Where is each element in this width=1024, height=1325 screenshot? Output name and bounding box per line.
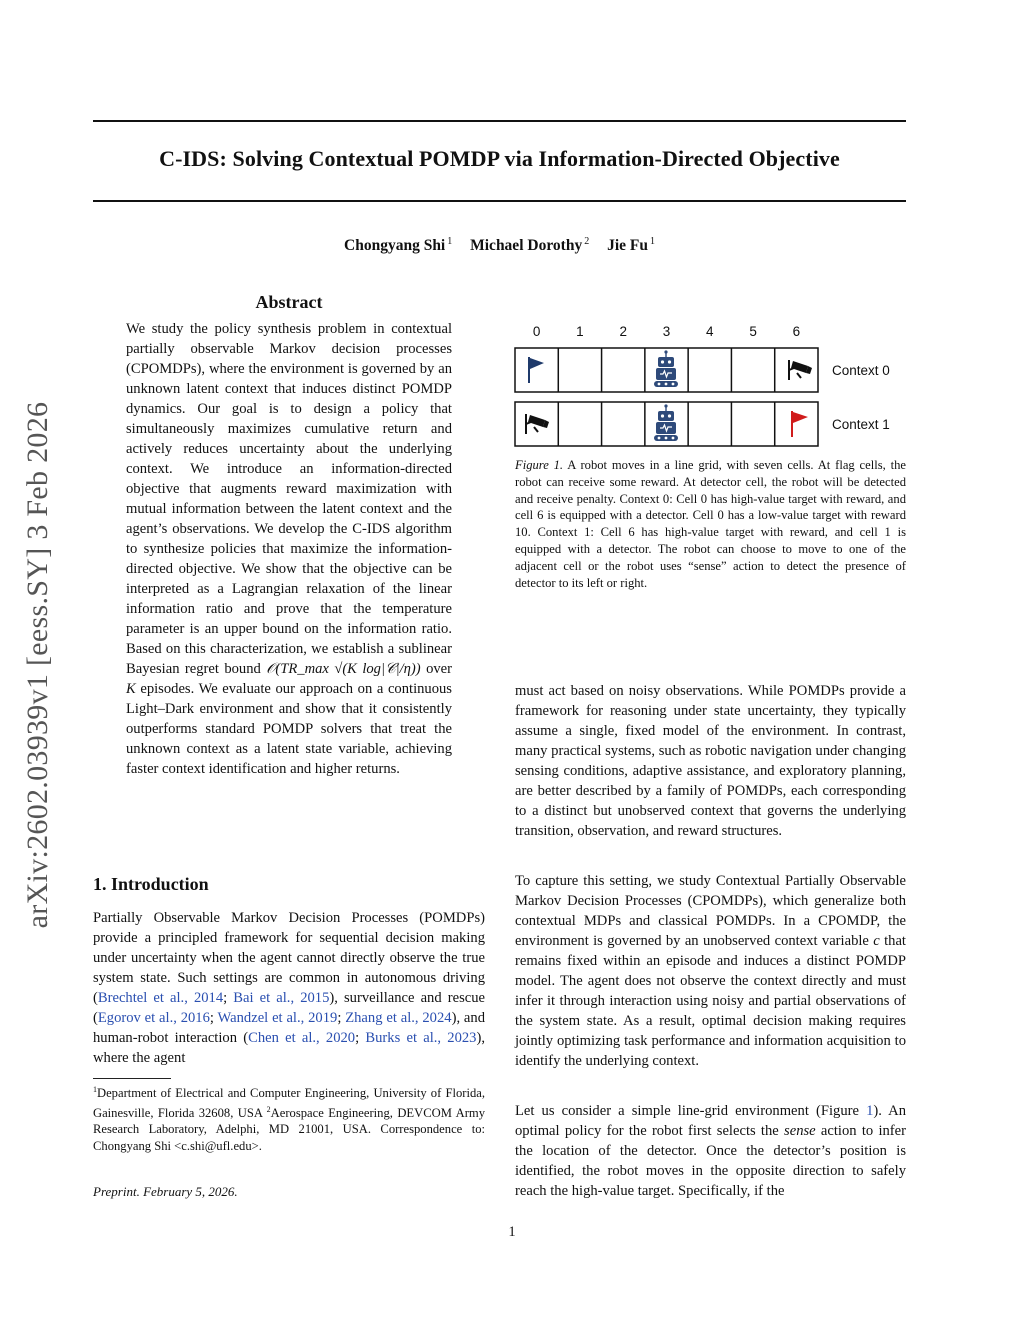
figure-reference-link[interactable]: 1 bbox=[866, 1103, 874, 1119]
cell-index-label: 5 bbox=[749, 324, 757, 339]
caption-text: A robot moves in a line grid, with seven cells. At flag cells, the robot can receive some reward. At detector cell, the robot will be detected and receive penalty. Context 0: Cell 0 has high-value target with reward, and cell 6 is equipped with a detector. Cell 0 has a low-value target with reward 10. Context 1: Cell 6 has high-value target with reward, and cell 1 is equipped with a detector. The robot can choose to move to one of the adjacent cell or the robot uses “sense” action to detect the presence of detector to its left or right. bbox=[515, 458, 906, 590]
cell-index-label: 2 bbox=[619, 324, 627, 339]
figure-caption bbox=[515, 457, 906, 591]
flag-icon bbox=[792, 411, 808, 437]
paragraph-text: action to infer the location of the detector. Once the detector’s position is identified, the robot moves in the opposite direction to safely reach the high-value target. Specifically, if the bbox=[515, 1123, 906, 1199]
cpomdp-paragraph bbox=[515, 871, 906, 1071]
paragraph-text: To capture this setting, we study Contextual Partially Observable Markov Decision Processes (CPOMDPs), which generalize both contextual MDPs and classical POMDPs. In a CPOMDP, the environment is governed by an unobserved context variable bbox=[515, 873, 906, 949]
author-affiliation: 1 bbox=[447, 236, 453, 247]
context-1-label: Context 1 bbox=[832, 417, 890, 432]
author-name: Jie Fu bbox=[607, 237, 648, 255]
footnote-text: Department of Electrical and Computer Engineering, University of Florida, Gainesville, Florida 32608, USA bbox=[93, 1086, 485, 1120]
author-affiliation: 1 bbox=[649, 236, 655, 247]
paragraph-text: Let us consider a simple line-grid environment (Figure bbox=[515, 1103, 867, 1119]
cell-index-label: 0 bbox=[532, 324, 541, 339]
cell-index-label: 6 bbox=[792, 324, 801, 339]
abstract-heading: Abstract bbox=[255, 292, 323, 312]
title-top-rule bbox=[93, 120, 906, 122]
abstract-text bbox=[126, 319, 452, 779]
intro-text: ; bbox=[355, 1030, 366, 1046]
citation-link[interactable]: Egorov et al., 2016 bbox=[97, 1010, 210, 1026]
footnote-rule bbox=[93, 1078, 171, 1079]
flag-icon bbox=[529, 357, 544, 383]
author-name: Michael Dorothy bbox=[470, 237, 583, 255]
intro-text: ; bbox=[337, 1010, 346, 1026]
footnote-marker: 2 bbox=[266, 1104, 271, 1114]
arxiv-stamp bbox=[8, 375, 68, 955]
abstract-word: over bbox=[426, 661, 452, 677]
footnote-marker: 1 bbox=[93, 1085, 97, 1094]
figure-line-grid bbox=[505, 318, 905, 453]
author-affiliation: 2 bbox=[584, 236, 590, 247]
intro-text: ; bbox=[209, 1010, 218, 1026]
episode-count-symbol: K bbox=[126, 681, 136, 697]
context-variable: c bbox=[873, 933, 880, 949]
citation-link[interactable]: Chen et al., 2020 bbox=[248, 1030, 356, 1046]
section-heading: 1. Introduction bbox=[93, 874, 209, 894]
intro-text: ), and human-robot interaction ( bbox=[93, 1010, 485, 1046]
cell-index-label: 4 bbox=[706, 324, 714, 339]
abstract-body: We study the policy synthesis problem in contextual partially observable Markov decision processes (CPOMDPs), where the environment is governed by an unknown latent context that induces distinct POMDP dynamics. Our goal is to design a policy that simultaneously maximizes cumulative return and actively reduces uncertainty about the underlying context. We introduce an information-directed objective that augments reward maximization with mutual information between the latent context and the agent’s observations. We develop the C-IDS algorithm to synthesize policies that maximize the information-directed objective. We show that the objective can be interpreted as a Lagrangian relaxation of the linear information ratio and prove that the temperature parameter is an upper bound on the information ratio. Based on this characterization, we establish a sublinear Bayesian regret bound bbox=[126, 321, 452, 677]
intro-paragraph-continued: must act based on noisy observations. While POMDPs provide a framework for reasoning under state uncertainty, they typically assume a single, fixed model of the environment. In contrast, many practical systems, such as robotic navigation under changing sensing conditions, adaptive assistance, and exploratory planning, are better described by a family of POMDPs, each corresponding to a distinct but unobserved context that governs the underlying transition, observation, and reward structures. bbox=[515, 683, 906, 839]
caption-label: Figure 1. bbox=[515, 458, 564, 472]
paper-title: C-IDS: Solving Contextual POMDP via Information-Directed Objective bbox=[159, 146, 840, 171]
arxiv-id: arXiv:2602.03939v1 [eess.SY] 3 Feb 2026 bbox=[21, 401, 54, 929]
intro-text: Partially Observable Markov Decision Processes (POMDPs) provide a principled framework for sequential decision making under uncertainty when the agent cannot directly observe the true system state. Such settings are common in autonomous driving ( bbox=[93, 910, 485, 1006]
example-paragraph bbox=[515, 1101, 906, 1201]
citation-link[interactable]: Burks et al., 2023 bbox=[365, 1030, 477, 1046]
abstract-body-end: episodes. We evaluate our approach on a continuous Light–Dark environment and show that it consistently outperforms standard POMDP solvers that treat the unknown context as a latent state variable, achieving faster context identification and higher returns. bbox=[126, 681, 452, 777]
paragraph-text: ). An optimal policy for the robot first selects the bbox=[515, 1103, 907, 1139]
context-0-label: Context 0 bbox=[832, 363, 890, 378]
detector-camera-icon bbox=[789, 360, 812, 380]
citation-link[interactable]: Zhang et al., 2024 bbox=[345, 1010, 452, 1026]
citation-link[interactable]: Wandzel et al., 2019 bbox=[217, 1010, 338, 1026]
intro-text: ; bbox=[223, 990, 234, 1006]
title-bottom-rule bbox=[93, 200, 906, 202]
footnote-text: Aerospace Engineering, DEVCOM Army Research Laboratory, Adelphi, MD 21001, USA. Correspondence to: Chongyang Shi <c.shi@ufl.edu>. bbox=[93, 1105, 486, 1153]
preprint-note: Preprint. February 5, 2026. bbox=[93, 1184, 238, 1199]
intro-paragraph bbox=[93, 908, 485, 1068]
author-list bbox=[93, 236, 906, 255]
page-number: 1 bbox=[508, 1224, 516, 1240]
citation-link[interactable]: Brechtel et al., 2014 bbox=[97, 990, 224, 1006]
cell-index-label: 1 bbox=[576, 324, 584, 339]
robot-icon bbox=[654, 404, 678, 441]
robot-icon bbox=[654, 350, 678, 387]
paragraph-text: that remains fixed within an episode and induces a distinct POMDP model. The agent does not observe the context directly and must infer it through interaction using noisy and partial observations of the system state. As a result, optimal decision making requires jointly optimizing task performance and information acquisition to identify the underlying context. bbox=[515, 933, 906, 1069]
author-name: Chongyang Shi bbox=[344, 237, 446, 255]
affiliation-footnote bbox=[93, 1082, 485, 1154]
sense-action-term: sense bbox=[784, 1123, 816, 1139]
citation-link[interactable]: Bai et al., 2015 bbox=[233, 990, 330, 1006]
intro-text: ), surveillance and rescue ( bbox=[93, 990, 486, 1026]
cell-index-label: 3 bbox=[662, 324, 671, 339]
detector-camera-icon bbox=[526, 414, 549, 434]
intro-text: ), where the agent bbox=[93, 1030, 485, 1066]
low-value-flag bbox=[530, 358, 544, 369]
regret-bound-formula: 𝒪(TR_max √(K log|𝒞|/η)) bbox=[266, 661, 421, 677]
high-value-flag bbox=[793, 412, 808, 423]
